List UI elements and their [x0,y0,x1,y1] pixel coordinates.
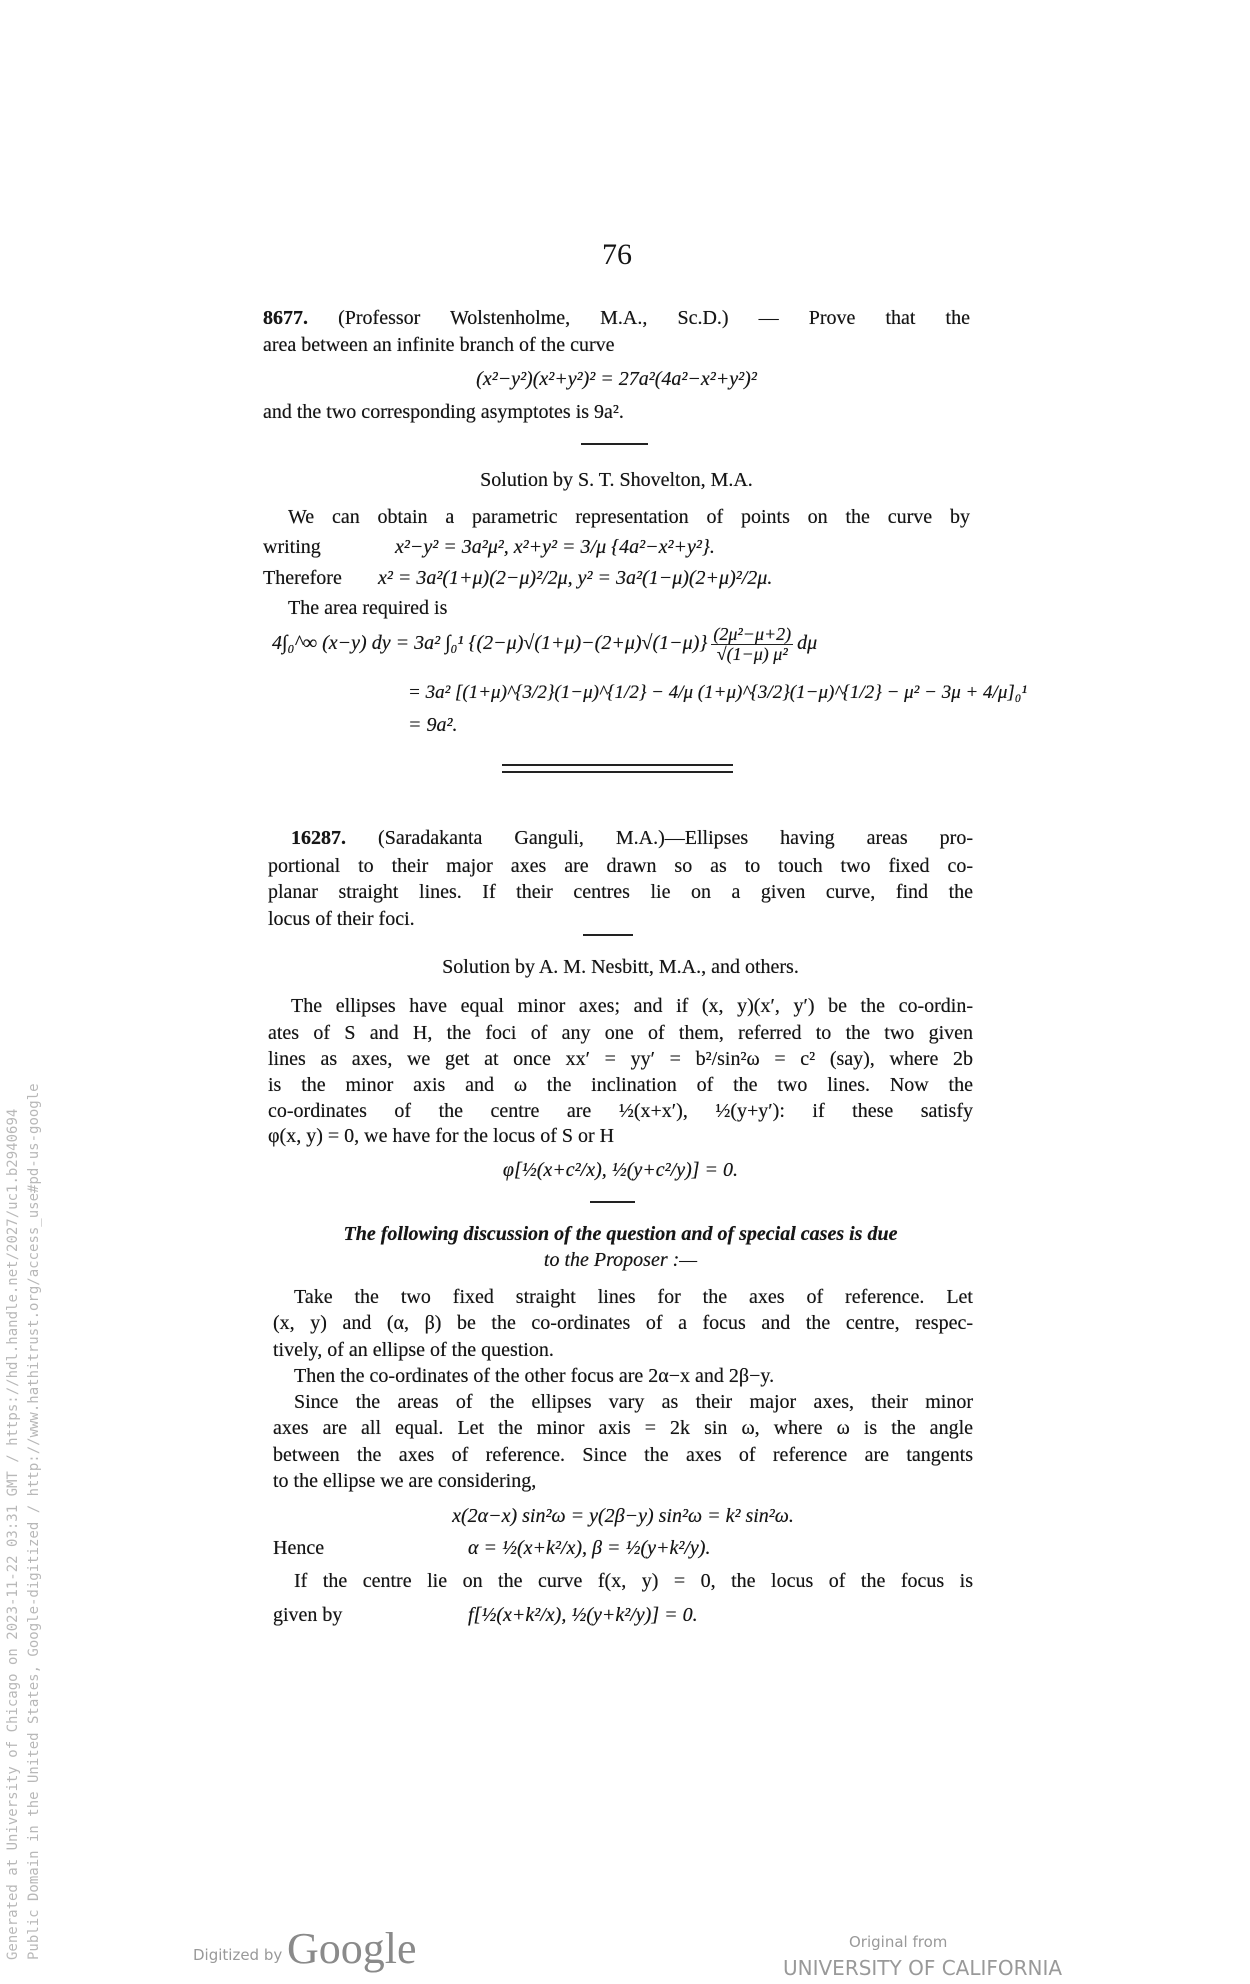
focus-locus-equation: f[½(x+k²/x), ½(y+k²/y)] = 0. [468,1604,698,1626]
question-16287-line: planar straight lines. If their centres lie on a given curve, find the [268,881,973,903]
double-divider-top [502,764,733,766]
solution-line: The ellipses have equal minor axes; and if (x, y)(x′, y′) be the co-ordin- [291,995,973,1017]
fraction-numerator: (2μ²−μ+2) [713,624,792,644]
discussion-heading-line-2: to the Proposer :— [543,1249,698,1271]
question-number: 16287. [291,827,346,849]
tangent-equation: x(2α−x) sin²ω = y(2β−y) sin²ω = k² sin²ω. [452,1505,794,1527]
divider [583,934,633,936]
question-text: (Professor Wolstenholme, M.A., Sc.D.) — Prove that the [338,307,970,329]
solution-heading-8677: Solution by S. T. Shovelton, M.A. [480,469,753,491]
solution-line: writing [263,536,321,558]
question-8677-line-4: and the two corresponding asymptotes is 9a². [263,401,624,423]
question-text: (Saradakanta Ganguli, M.A.)—Ellipses having areas pro- [378,827,973,849]
question-8677-line-2: area between an infinite branch of the curve [263,334,615,356]
solution-line: is the minor axis and ω the inclination of the two lines. Now the [268,1074,973,1096]
integral-lhs: 4∫₀^∞ (x−y) dy = 3a² ∫₀¹ {(2−μ)√(1+μ)−(2+μ)√(1−μ)} [272,632,708,655]
solution-line: Therefore [263,567,342,589]
discussion-line: to the ellipse we are considering, [273,1470,537,1492]
integral-final: = 9a². [408,714,458,736]
watermark-line-2: Public Domain in the United States, Google-digitized / http://www.hathitrust.org/access_use#pd-us-google [26,1083,42,1960]
discussion-line: Since the areas of the ellipses vary as their major axes, their minor [294,1391,973,1413]
question-16287-line: locus of their foci. [268,908,415,930]
integral-equation [272,625,817,664]
parametric-solution: x² = 3a²(1+μ)(2−μ)²/2μ, y² = 3a²(1−μ)(2+μ)²/2μ. [378,567,773,589]
digitized-by-label: Digitized by [193,1946,283,1964]
solution-line: φ(x, y) = 0, we have for the locus of S or H [268,1125,615,1147]
original-from-label: Original from [849,1933,948,1951]
solution-line: ates of S and H, the foci of any one of them, referred to the two given [268,1022,973,1044]
fraction-denominator: √(1−μ) μ² [716,644,788,664]
discussion-heading-line-1: The following discussion of the question and of special cases is due [343,1223,898,1245]
integral-fraction [711,625,793,664]
question-8677-line-1 [263,305,970,331]
discussion-line: tively, of an ellipse of the question. [273,1339,554,1361]
solution-line: The area required is [288,597,448,619]
discussion-line: Hence [273,1537,325,1559]
institution-label: UNIVERSITY OF CALIFORNIA [783,1956,1063,1980]
locus-equation: φ[½(x+c²/x), ½(y+c²/y)] = 0. [502,1159,739,1181]
discussion-line: (x, y) and (α, β) be the co-ordinates of a focus and the centre, respec- [273,1312,973,1334]
google-logo: Google [287,1924,417,1973]
solution-line: co-ordinates of the centre are ½(x+x′), ½(y+y′): if these satisfy [268,1100,973,1122]
solution-heading-16287: Solution by A. M. Nesbitt, M.A., and others. [442,956,799,978]
curve-equation: (x²−y²)(x²+y²)² = 27a²(4a²−x²+y²)² [476,368,757,390]
question-number: 8677. [263,307,308,329]
discussion-line: Then the co-ordinates of the other focus are 2α−x and 2β−y. [294,1365,775,1387]
divider [590,1201,635,1203]
page-number: 76 [602,238,632,271]
solution-line: lines as axes, we get at once xx′ = yy′ = b²/sin²ω = c² (say), where 2b [268,1048,973,1070]
divider [581,443,648,445]
discussion-line: axes are all equal. Let the minor axis = 2k sin ω, where ω is the angle [273,1417,973,1439]
discussion-line: Take the two fixed straight lines for the axes of reference. Let [294,1286,973,1308]
question-16287-line-1 [291,825,973,851]
watermark-line-1: Generated at University of Chicago on 2023-11-22 03:31 GMT / https://hdl.handle.net/2027/uc1.b2940694 [5,1108,21,1960]
solution-line: We can obtain a parametric representation of points on the curve by [288,506,970,528]
question-16287-line: portional to their major axes are drawn so as to touch two fixed co- [268,855,973,877]
centre-equation: α = ½(x+k²/x), β = ½(y+k²/y). [468,1537,711,1559]
discussion-line: given by [273,1604,343,1626]
discussion-line: If the centre lie on the curve f(x, y) = 0, the locus of the focus is [294,1570,973,1592]
double-divider-bottom [502,771,733,773]
integral-tail: dμ [797,632,818,655]
parametric-equation: x²−y² = 3a²μ², x²+y² = 3/μ {4a²−x²+y²}. [395,536,715,558]
integral-result: = 3a² [(1+μ)^{3/2}(1−μ)^{1/2} − 4/μ (1+μ)^{3/2}(1−μ)^{1/2} − μ² − 3μ + 4/μ]₀¹ [408,682,1028,703]
discussion-line: between the axes of reference. Since the axes of reference are tangents [273,1444,973,1466]
